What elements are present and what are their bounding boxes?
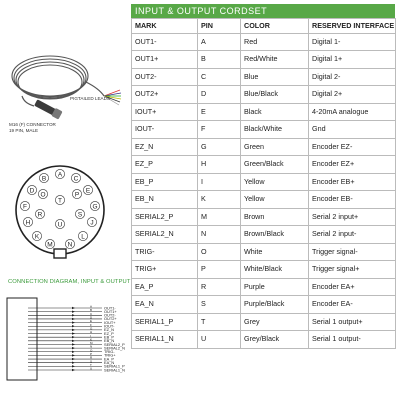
cell-mark: OUT1-: [132, 33, 198, 51]
cell-mark: EB_N: [132, 191, 198, 209]
pin-letter: L: [81, 233, 85, 241]
pin-letter: J: [90, 219, 94, 227]
cell-interface: Encoder EZ-: [309, 138, 396, 156]
cell-mark: SERIAL2_P: [132, 208, 198, 226]
diagram-mark-label: EB_N: [104, 338, 115, 344]
diagram-pin-label: N: [90, 344, 93, 349]
cell-color: Brown: [241, 208, 309, 226]
diagram-mark-label: OUT2-: [104, 312, 116, 318]
diagram-mark-label: TRIG-: [104, 349, 115, 355]
cell-color: Grey/Black: [241, 331, 309, 349]
diagram-pin-label: S: [90, 359, 93, 364]
cell-pin: T: [198, 313, 241, 331]
diagram-mark-label: IOUT-: [104, 323, 115, 329]
cell-mark: SERIAL2_N: [132, 226, 198, 244]
table-row: [132, 103, 396, 121]
diagram-pin-label: H: [90, 330, 93, 335]
cell-color: Red/White: [241, 51, 309, 69]
cell-mark: SERIAL1_N: [132, 331, 198, 349]
connector-label-line-1: M16 (F) CONNECTOR: [9, 122, 56, 127]
cell-interface: Encoder EB-: [309, 191, 396, 209]
cordset-table: [131, 4, 395, 349]
pin-letter: C: [73, 175, 79, 183]
cell-mark: IOUT+: [132, 103, 198, 121]
cell-pin: K: [198, 191, 241, 209]
cell-pin: H: [198, 156, 241, 174]
diagram-mark-label: TRIG+: [104, 352, 116, 358]
table-row: [132, 156, 396, 174]
pin-letter: S: [77, 211, 83, 219]
diagram-pin-label: F: [90, 322, 92, 327]
pin-letter: P: [74, 191, 80, 199]
pin-face-key: [54, 249, 66, 258]
pin-letter: H: [25, 219, 31, 227]
cell-interface: Encoder EB+: [309, 173, 396, 191]
table-row: [132, 313, 396, 331]
cell-interface: Serial 2 input+: [309, 208, 396, 226]
cell-interface: Digital 2+: [309, 86, 396, 104]
table-row: [132, 296, 396, 314]
cell-interface: 4-20mA analogue: [309, 103, 396, 121]
cell-interface: Encoder EA-: [309, 296, 396, 314]
diagram-mark-label: EA_P: [104, 356, 114, 362]
diagram-wire-arrow: [72, 362, 75, 364]
cell-interface: Encoder EZ+: [309, 156, 396, 174]
connector-label: [9, 122, 56, 133]
diagram-pin-label: E: [90, 319, 93, 324]
cell-mark: EB_P: [132, 173, 198, 191]
pin-letter: M: [47, 241, 53, 249]
diagram-wire-arrow: [72, 325, 75, 327]
cell-mark: TRIG+: [132, 261, 198, 279]
cell-pin: F: [198, 121, 241, 139]
diagram-pin-label: K: [90, 337, 93, 342]
diagram-wire-arrow: [72, 347, 75, 349]
cell-color: Green/Black: [241, 156, 309, 174]
cell-color: Purple: [241, 278, 309, 296]
table-row: [132, 226, 396, 244]
diagram-device-box: [7, 298, 37, 380]
diagram-title: CONNECTION DIAGRAM, INPUT & OUTPUT: [8, 279, 131, 285]
cell-color: Blue: [241, 68, 309, 86]
diagram-mark-label: OUT2+: [104, 316, 117, 322]
pin-letter: U: [57, 221, 63, 229]
cell-interface: Digital 1-: [309, 33, 396, 51]
pigtailed-leads-label: PIGTAILED LEADS: [70, 96, 110, 101]
diagram-pin-label: C: [90, 311, 93, 316]
pin-letter: N: [67, 241, 73, 249]
diagram-wire-arrow: [72, 343, 75, 345]
pin-letter: R: [37, 211, 43, 219]
cell-pin: G: [198, 138, 241, 156]
diagram-mark-label: SERIAL1_P: [104, 363, 125, 369]
diagram-wire-arrow: [72, 365, 75, 367]
cell-color: Purple/Black: [241, 296, 309, 314]
table-row: [132, 208, 396, 226]
cell-mark: TRIG-: [132, 243, 198, 261]
cell-interface: Digital 2-: [309, 68, 396, 86]
pin-letter: B: [41, 175, 47, 183]
diagram-wire-arrow: [72, 321, 75, 323]
pin-letter: E: [85, 187, 91, 195]
cell-color: Grey: [241, 313, 309, 331]
table-row: [132, 138, 396, 156]
cell-interface: Trigger signal+: [309, 261, 396, 279]
cell-mark: EZ_P: [132, 156, 198, 174]
diagram-pin-label: D: [90, 315, 93, 320]
connection-diagram: [6, 290, 134, 386]
diagram-pin-label: B: [90, 308, 93, 313]
pin-letter: F: [23, 203, 27, 211]
diagram-wire-arrow: [72, 310, 75, 312]
cell-mark: OUT1+: [132, 51, 198, 69]
table-row: [132, 243, 396, 261]
cell-color: Brown/Black: [241, 226, 309, 244]
diagram-pin-label: P: [90, 352, 93, 357]
diagram-pin-label: U: [90, 366, 93, 371]
diagram-wire-arrow: [72, 336, 75, 338]
cell-interface: Serial 2 input-: [309, 226, 396, 244]
diagram-wire-arrow: [72, 354, 75, 356]
cell-interface: Serial 1 output-: [309, 331, 396, 349]
diagram-wires: [28, 305, 125, 373]
cell-pin: S: [198, 296, 241, 314]
connector-pin-face: [10, 160, 110, 260]
diagram-mark-label: EB_P: [104, 334, 114, 340]
cell-mark: EA_P: [132, 278, 198, 296]
diagram-mark-label: EA_N: [104, 360, 115, 366]
cell-color: Blue/Black: [241, 86, 309, 104]
table-row: [132, 261, 396, 279]
cell-color: White: [241, 243, 309, 261]
table-row: [132, 191, 396, 209]
diagram-mark-label: EZ_P: [104, 330, 114, 336]
header-mark: MARK: [132, 19, 198, 34]
cell-interface: Trigger signal-: [309, 243, 396, 261]
cell-pin: R: [198, 278, 241, 296]
diagram-pin-label: O: [90, 348, 93, 353]
diagram-pin-label: I: [90, 333, 91, 338]
diagram-mark-label: SERIAL2_P: [104, 341, 125, 347]
diagram-mark-label: EZ_N: [104, 327, 114, 333]
cell-pin: I: [198, 173, 241, 191]
cell-color: White/Black: [241, 261, 309, 279]
cell-pin: N: [198, 226, 241, 244]
table-row: [132, 173, 396, 191]
diagram-pin-label: R: [90, 355, 93, 360]
header-color: COLOR: [241, 19, 309, 34]
table-header-row: [132, 19, 396, 34]
cell-interface: Serial 1 output+: [309, 313, 396, 331]
connector-label-line-2: 19 PIN, MALE: [9, 127, 39, 133]
table-row: [132, 68, 396, 86]
pin-letter: D: [29, 187, 35, 195]
diagram-pin-label: G: [90, 326, 93, 331]
cell-pin: A: [198, 33, 241, 51]
diagram-mark-label: SERIAL1_N: [104, 367, 125, 373]
diagram-wire-arrow: [72, 369, 75, 371]
diagram-wire-arrow: [72, 329, 75, 331]
cell-mark: OUT2+: [132, 86, 198, 104]
table-row: [132, 86, 396, 104]
cell-pin: E: [198, 103, 241, 121]
diagram-mark-label: OUT1-: [104, 305, 116, 311]
diagram-mark-label: IOUT+: [104, 319, 116, 325]
diagram-wire-arrow: [72, 332, 75, 334]
diagram-pin-label: M: [90, 341, 93, 346]
diagram-pin-label: T: [90, 362, 92, 367]
pin-face-outline: [16, 166, 104, 254]
cell-pin: C: [198, 68, 241, 86]
pin-letter: O: [40, 191, 46, 199]
cell-mark: OUT2-: [132, 68, 198, 86]
cell-pin: U: [198, 331, 241, 349]
cell-mark: SERIAL1_P: [132, 313, 198, 331]
cell-mark: EZ_N: [132, 138, 198, 156]
cell-pin: P: [198, 261, 241, 279]
cell-color: Yellow: [241, 191, 309, 209]
cell-color: Black/White: [241, 121, 309, 139]
cell-color: Red: [241, 33, 309, 51]
cell-interface: Encoder EA+: [309, 278, 396, 296]
diagram-pin-label: A: [90, 304, 93, 309]
header-pin: PIN: [198, 19, 241, 34]
pin-letter: A: [57, 171, 63, 179]
cell-interface: Digital 1+: [309, 51, 396, 69]
diagram-mark-label: OUT1+: [104, 308, 117, 314]
header-reserved-interface: RESERVED INTERFACE: [309, 19, 396, 34]
table-row: [132, 121, 396, 139]
cell-color: Black: [241, 103, 309, 121]
diagram-wire-arrow: [72, 314, 75, 316]
pin-letter: T: [58, 197, 62, 205]
cell-pin: B: [198, 51, 241, 69]
cell-pin: M: [198, 208, 241, 226]
cell-color: Green: [241, 138, 309, 156]
cell-interface: Gnd: [309, 121, 396, 139]
cell-pin: O: [198, 243, 241, 261]
diagram-wire-arrow: [72, 318, 75, 320]
cell-mark: EA_N: [132, 296, 198, 314]
cell-pin: D: [198, 86, 241, 104]
table-title: INPUT & OUTPUT CORDSET: [131, 4, 395, 18]
table-row: [132, 278, 396, 296]
table-row: [132, 51, 396, 69]
cell-mark: IOUT-: [132, 121, 198, 139]
diagram-wire-arrow: [72, 340, 75, 342]
diagram-wire-arrow: [72, 307, 75, 309]
diagram-wire-arrow: [72, 351, 75, 353]
table-row: [132, 33, 396, 51]
cell-color: Yellow: [241, 173, 309, 191]
diagram-mark-label: SERIAL2_N: [104, 345, 125, 351]
pin-letter: G: [92, 203, 98, 211]
pin-letter: K: [34, 233, 40, 241]
table-row: [132, 331, 396, 349]
diagram-wire-arrow: [72, 358, 75, 360]
